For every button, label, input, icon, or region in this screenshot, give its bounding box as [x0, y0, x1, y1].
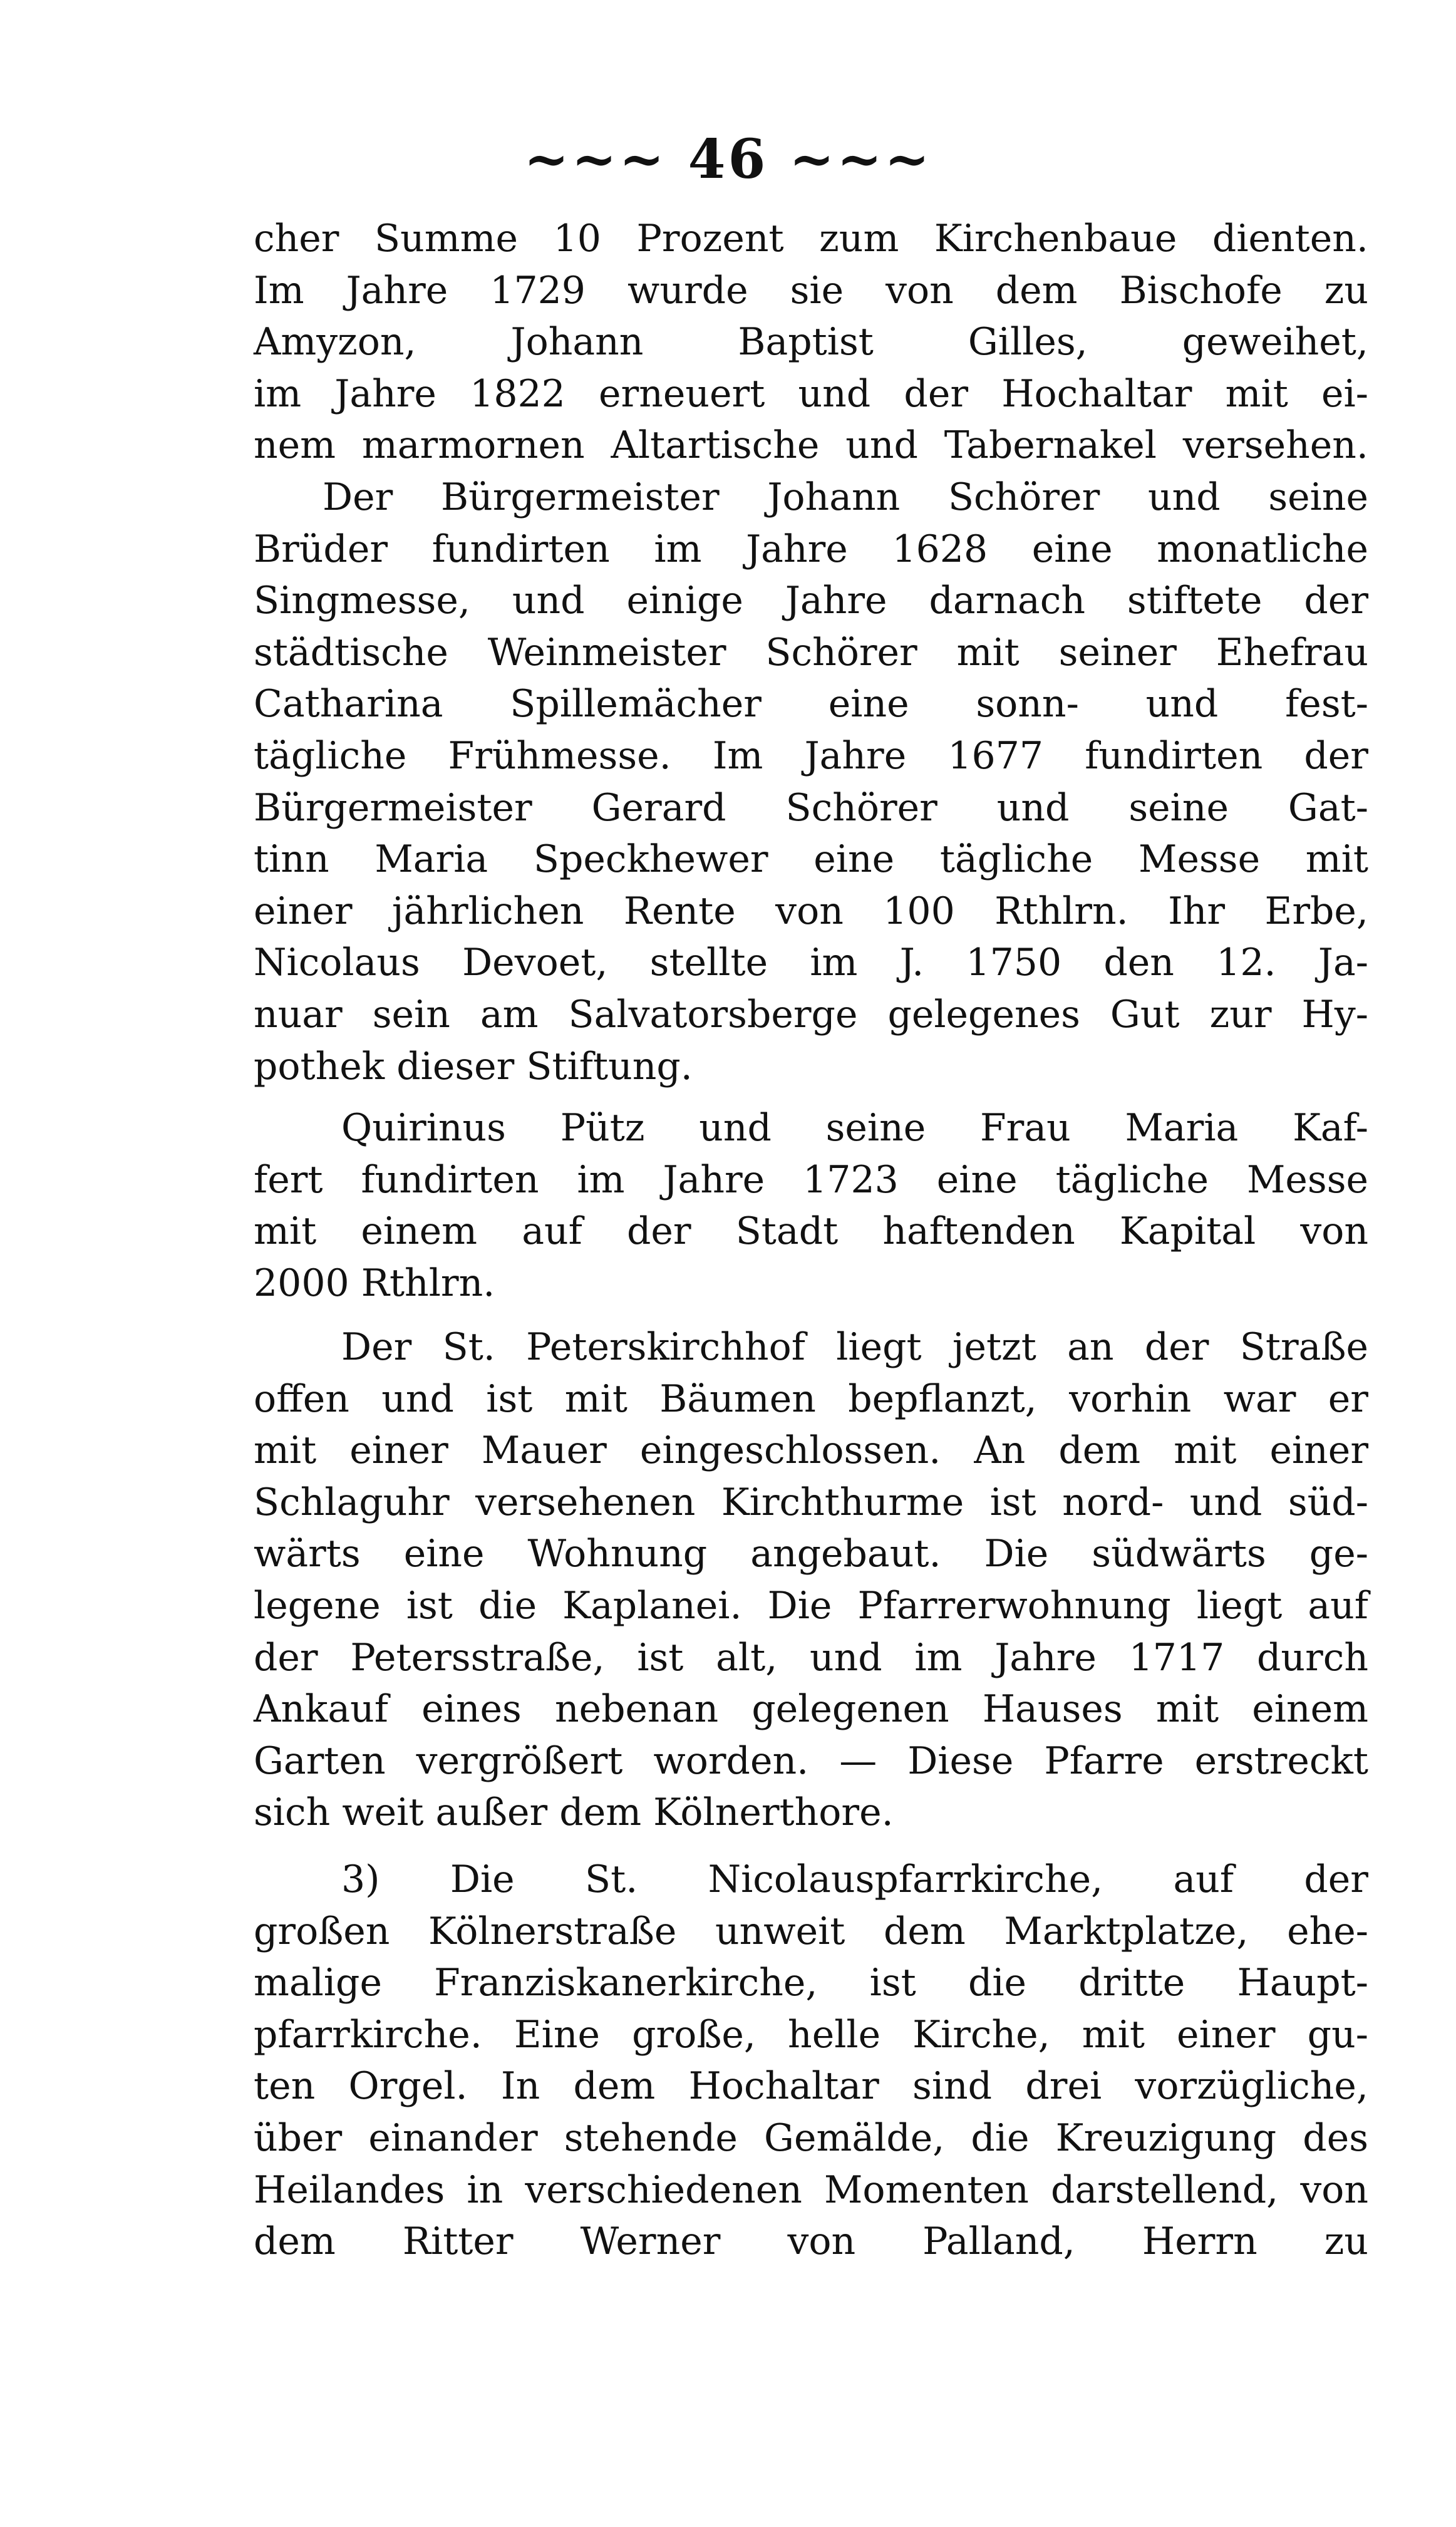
text-line: mit einem auf der Stadt haftenden Kapital von: [254, 1209, 1368, 1254]
text-line: über einander stehende Gemälde, die Kreuzigung des: [254, 2116, 1368, 2160]
text-line: mit einer Mauer eingeschlossen. An dem mit einer: [254, 1429, 1368, 1473]
page-number-header: ~~~ 46 ~~~: [524, 128, 932, 191]
text-line: dem Ritter Werner von Palland, Herrn zu: [254, 2220, 1368, 2264]
text-line: Amyzon, Johann Baptist Gilles, geweihet,: [254, 320, 1368, 364]
paragraph-4: [254, 1854, 1368, 2268]
text-line: Ankauf eines nebenan gelegenen Hauses mit einem: [254, 1687, 1368, 1732]
text-line: Catharina Spillemächer eine sonn- und fest-: [254, 682, 1368, 726]
text-line: tinn Maria Speckhewer eine tägliche Messe mit: [254, 837, 1368, 882]
text-line: ten Orgel. In dem Hochaltar sind drei vorzügliche,: [254, 2064, 1368, 2109]
text-line: Schlaguhr versehenen Kirchthurme ist nord- und süd-: [254, 1480, 1368, 1524]
text-line: der Petersstraße, ist alt, und im Jahre 1717 durch: [254, 1635, 1368, 1680]
text-line: städtische Weinmeister Schörer mit seiner Ehefrau: [254, 630, 1368, 674]
text-line: nem marmornen Altartische und Tabernakel versehen.: [254, 423, 1368, 468]
text-line: legene ist die Kaplanei. Die Pfarrerwohnung liegt auf: [254, 1583, 1368, 1628]
text-line: Quirinus Pütz und seine Frau Maria Kaf-: [341, 1106, 1368, 1150]
text-line: wärts eine Wohnung angebaut. Die südwärts ge-: [254, 1532, 1368, 1576]
text-line: einer jährlichen Rente von 100 Rthlrn. Ihr Erbe,: [254, 889, 1368, 933]
text-line: Singmesse, und einige Jahre darnach stiftete der: [254, 579, 1368, 623]
text-line: pfarrkirche. Eine große, helle Kirche, mit einer gu-: [254, 2012, 1368, 2057]
text-line: tägliche Frühmesse. Im Jahre 1677 fundirten der: [254, 733, 1368, 778]
text-line: großen Kölnerstraße unweit dem Marktplatze, ehe-: [254, 1909, 1368, 1953]
text-line: Brüder fundirten im Jahre 1628 eine monatliche: [254, 527, 1368, 571]
text-line: fert fundirten im Jahre 1723 eine tägliche Messe: [254, 1157, 1368, 1202]
text-line: cher Summe 10 Prozent zum Kirchenbaue dienten.: [254, 217, 1368, 261]
text-line: Der St. Peterskirchhof liegt jetzt an der Straße: [341, 1325, 1368, 1369]
text-line: 2000 Rthlrn.: [254, 1261, 495, 1305]
text-line: Nicolaus Devoet, stellte im J. 1750 den 12. Ja-: [254, 941, 1368, 985]
text-line: pothek dieser Stiftung.: [254, 1044, 693, 1088]
text-line: Heilandes in verschiedenen Momenten darstellend, von: [254, 2168, 1368, 2212]
text-line: nuar sein am Salvatorsberge gelegenes Gut zur Hy-: [254, 992, 1368, 1036]
text-line: im Jahre 1822 erneuert und der Hochaltar mit ei-: [254, 371, 1368, 416]
paragraph-1: [254, 213, 1368, 1092]
text-line: malige Franziskanerkirche, ist die dritte Haupt-: [254, 1961, 1368, 2005]
text-line: Bürgermeister Gerard Schörer und seine Gat-: [254, 785, 1368, 830]
text-line: 3) Die St. Nicolauspfarrkirche, auf der: [341, 1858, 1368, 1901]
text-line: Der Bürgermeister Johann Schörer und seine: [323, 475, 1368, 519]
paragraph-3: [254, 1321, 1368, 1839]
text-line: sich weit außer dem Kölnerthore.: [254, 1791, 894, 1835]
text-line: Im Jahre 1729 wurde sie von dem Bischofe zu: [254, 268, 1368, 313]
text-line: offen und ist mit Bäumen bepflanzt, vorhin war er: [254, 1377, 1368, 1421]
text-line: Garten vergrößert worden. — Diese Pfarre erstreckt: [254, 1739, 1368, 1783]
paragraph-2: [254, 1102, 1368, 1309]
